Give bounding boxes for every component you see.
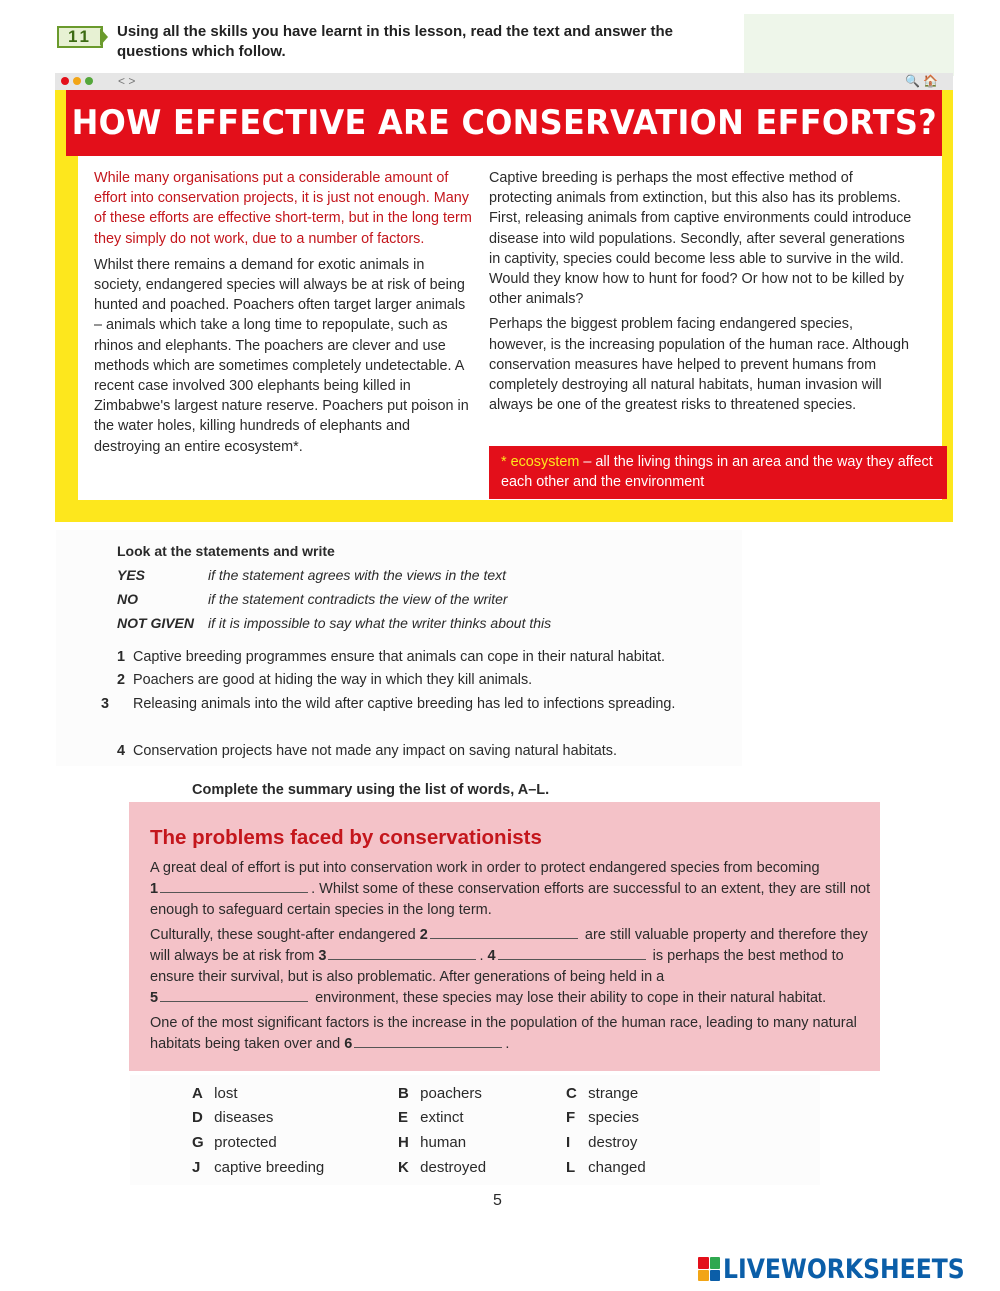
word-option (566, 1133, 637, 1153)
word-option (398, 1158, 486, 1178)
statement-text: Conservation projects have not made any impact on saving natural habitats. (133, 743, 617, 759)
search-home-icon: 🔍 🏠 (905, 74, 939, 88)
statement-number: 3 (101, 696, 110, 712)
exercise-instruction (117, 22, 717, 62)
word-option (566, 1084, 638, 1104)
liveworksheets-logo[interactable] (698, 1254, 1000, 1284)
word-text: strange (588, 1085, 639, 1102)
statement-number: 4 (117, 743, 126, 759)
gap-4-input[interactable] (498, 946, 646, 960)
gap-1-input[interactable] (160, 879, 308, 893)
key-description: if the statement agrees with the views in the text (208, 567, 507, 583)
page-number: 5 (493, 1192, 502, 1209)
word-text: extinct (420, 1109, 464, 1126)
gap-number: 6 (344, 1036, 353, 1052)
header-decoration (744, 14, 954, 76)
statement-number: 1 (117, 649, 126, 665)
word-text: poachers (420, 1085, 482, 1102)
statement-item (117, 646, 717, 669)
summary-instruction: Complete the summary using the list of words, A–L. (192, 782, 550, 798)
summary-segment: . (479, 948, 484, 964)
summary-paragraph (150, 1013, 875, 1055)
word-letter: D (192, 1109, 203, 1126)
article-paragraph: Perhaps the biggest problem facing endangered species, however, is the increasing population of the human race. Although conservation measures have helped to prevent humans from completely destroying all natural habitats, human invasion will always be one of the greatest risks to threatened species. (489, 316, 910, 414)
gap-5-input[interactable] (160, 988, 308, 1002)
gap-number: 3 (318, 948, 327, 964)
statement-item (117, 669, 717, 692)
summary-paragraph (150, 858, 875, 921)
statement-number: 2 (117, 672, 126, 688)
word-text: lost (214, 1085, 238, 1102)
article-left-column (94, 168, 476, 462)
article-right-column (489, 168, 914, 420)
gap-6-input[interactable] (354, 1034, 502, 1048)
key-description: if the statement contradicts the view of the writer (208, 591, 508, 607)
article-title: HOW EFFECTIVE ARE CONSERVATION EFFORTS? (71, 103, 937, 143)
word-text: destroy (588, 1134, 638, 1151)
word-option (566, 1158, 646, 1178)
word-letter: K (398, 1159, 409, 1176)
word-text: diseases (214, 1109, 274, 1126)
summary-heading: The problems faced by conservationists (150, 826, 542, 849)
key-label: YES (117, 567, 146, 583)
gap-number: 1 (150, 881, 159, 897)
word-text: changed (588, 1159, 646, 1176)
key-label: NO (117, 591, 138, 607)
word-letter: G (192, 1134, 204, 1151)
gap-number: 5 (150, 990, 159, 1006)
word-text: human (420, 1134, 467, 1151)
article-title-bar (66, 90, 942, 156)
red-dot-icon (61, 77, 69, 85)
word-text: species (588, 1109, 640, 1126)
summary-segment: are still valuable property and therefore they will always be at risk from (150, 927, 868, 964)
word-option (398, 1133, 466, 1153)
orange-dot-icon (73, 77, 81, 85)
statement-item (117, 740, 717, 763)
exercise-arrow-icon (100, 28, 108, 46)
nav-arrows-icon: < > (118, 74, 136, 88)
summary-segment: . Whilst some of these conservation efforts are successful to an extent, they are still not enough to safeguard certain species in the long term. (150, 881, 871, 918)
word-text: destroyed (420, 1159, 487, 1176)
word-letter: L (566, 1159, 576, 1176)
word-option (192, 1108, 273, 1128)
word-letter: A (192, 1085, 203, 1102)
word-text: captive breeding (214, 1159, 325, 1176)
summary-segment: . (505, 1036, 510, 1052)
gap-2-input[interactable] (430, 925, 578, 939)
green-dot-icon (85, 77, 93, 85)
gap-number: 2 (419, 927, 428, 943)
summary-segment: A great deal of effort is put into conservation work in order to protect endangered species from becoming (150, 860, 820, 876)
word-letter: H (398, 1134, 409, 1151)
word-option (566, 1108, 639, 1128)
article-paragraph: Captive breeding is perhaps the most effective method of protecting animals from extinction, but this also has its problems. First, releasing animals from captive environments could introduce disease into wild populations. Secondly, after several generations in captivity, species could become less able to survive in the wild. Would they know how to hunt for food? Or how not to be killed by other animals? (489, 170, 912, 308)
summary-segment: One of the most significant factors is the increase in the population of the human race, leading to many natural habitats being taken over and (150, 1015, 857, 1052)
summary-segment: Culturally, these sought-after endangered (150, 927, 416, 943)
footnote-definition: – all the living things in an area and the way they affect each other and the environment (501, 454, 933, 490)
statement-text: Releasing animals into the wild after captive breeding has led to infections spreading. (133, 696, 676, 712)
footnote-box (489, 446, 947, 499)
footnote-term: * ecosystem (501, 454, 580, 470)
article-paragraph: Whilst there remains a demand for exotic animals in society, endangered species will always be at risk of being hunted and poached. Poachers often target larger animals – animals which take a long time to repopulate, such as rhinos and elephants. The poachers are clever and use methods which are sometimes completely undetectable. A recent case involved 300 elephants being killed in Zimbabwe's largest nature reserve. Poachers put poison in the water holes, killing hundreds of elephants and destroying an entire ecosystem*. (94, 256, 469, 455)
word-option (398, 1108, 464, 1128)
word-option (192, 1133, 277, 1153)
summary-segment: environment, these species may lose their ability to cope in their natural habitat. (315, 990, 827, 1006)
word-option (398, 1084, 482, 1104)
statements-title: Look at the statements and write (117, 543, 335, 559)
word-letter: J (192, 1159, 201, 1176)
browser-bar (55, 73, 953, 90)
logo-icon (698, 1257, 720, 1281)
statement-item (101, 693, 677, 716)
word-letter: C (566, 1085, 577, 1102)
word-option (192, 1084, 238, 1104)
word-letter: F (566, 1109, 576, 1126)
gap-number: 4 (487, 948, 496, 964)
gap-3-input[interactable] (328, 946, 476, 960)
word-option (192, 1158, 324, 1178)
logo-text: LIVEWORKSHEETS (723, 1253, 965, 1285)
instruction-line: questions which follow. (117, 43, 286, 60)
summary-segment: is perhaps the best method to ensure their survival, but is also problematic. After generations of being held in a (150, 948, 844, 985)
instruction-line: Using all the skills you have learnt in this lesson, read the text and answer the (117, 23, 673, 40)
word-letter: I (566, 1134, 571, 1151)
key-description: if it is impossible to say what the writer thinks about this (208, 615, 552, 631)
key-label: NOT GIVEN (117, 615, 195, 631)
article-lead: While many organisations put a considerable amount of effort into conservation projects, it is just not enough. Many of these efforts are effective short-term, but in the long term they simply do not work, due to a number of factors. (94, 170, 472, 247)
word-letter: B (398, 1085, 409, 1102)
exercise-number-badge: 11 (57, 26, 103, 48)
summary-paragraph (150, 925, 875, 1009)
word-text: protected (214, 1134, 277, 1151)
statement-text: Captive breeding programmes ensure that animals can cope in their natural habitat. (133, 649, 665, 665)
statement-text: Poachers are good at hiding the way in which they kill animals. (133, 672, 533, 688)
word-letter: E (398, 1109, 409, 1126)
summary-text (150, 858, 875, 1055)
